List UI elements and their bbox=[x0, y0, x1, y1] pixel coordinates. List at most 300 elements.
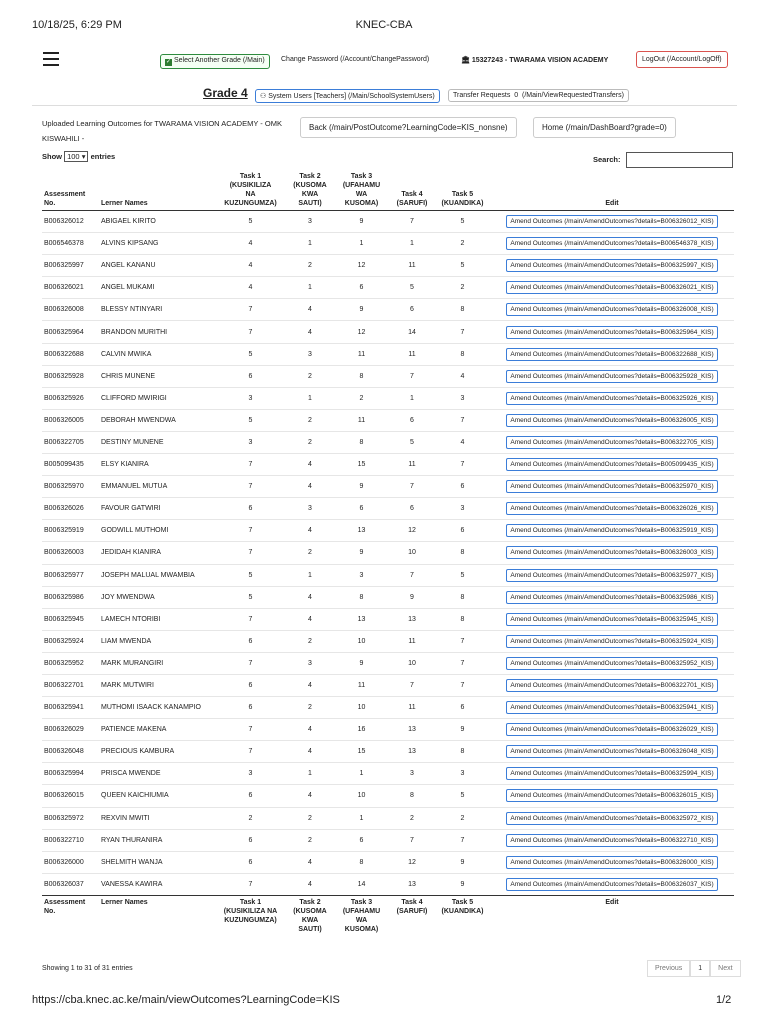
panel-description: Uploaded Learning Outcomes for TWARAMA VISION ACADEMY - OMK KISWAHILI - bbox=[42, 119, 282, 143]
change-password-link[interactable]: Change Password (/Account/ChangePassword) bbox=[281, 56, 430, 63]
task-4-score: 12 bbox=[389, 520, 435, 542]
amend-outcomes-button[interactable]: Amend Outcomes (/main/AmendOutcomes?details=B006325945_KIS) bbox=[506, 613, 717, 626]
learner-name: BRANDON MURITHI bbox=[99, 321, 215, 343]
edit-cell bbox=[490, 608, 734, 630]
select-grade-button[interactable] bbox=[160, 54, 270, 69]
amend-outcomes-button[interactable]: Amend Outcomes (/main/AmendOutcomes?details=B006325919_KIS) bbox=[506, 524, 717, 537]
assessment-no: B006322688 bbox=[42, 343, 99, 365]
task-3-score: 6 bbox=[334, 829, 389, 851]
school-name: 15327243 - TWARAMA VISION ACADEMY bbox=[471, 57, 609, 64]
learner-name: EMMANUEL MUTUA bbox=[99, 476, 215, 498]
learner-name: LIAM MWENDA bbox=[99, 630, 215, 652]
edit-cell bbox=[490, 476, 734, 498]
amend-outcomes-button[interactable]: Amend Outcomes (/main/AmendOutcomes?details=B006322710_KIS) bbox=[506, 834, 717, 847]
learner-name: ANGEL MUKAMI bbox=[99, 277, 215, 299]
learner-name: ANGEL KANANU bbox=[99, 255, 215, 277]
header-learner-names[interactable]: Lerner Names bbox=[99, 170, 215, 211]
task-3-score: 3 bbox=[334, 564, 389, 586]
amend-outcomes-button[interactable]: Amend Outcomes (/main/AmendOutcomes?details=B006326048_KIS) bbox=[506, 745, 717, 758]
task-1-score: 6 bbox=[215, 674, 286, 696]
task-5-score: 6 bbox=[435, 520, 490, 542]
task-4-score: 9 bbox=[389, 586, 435, 608]
amend-outcomes-button[interactable]: Amend Outcomes (/main/AmendOutcomes?details=B006325926_KIS) bbox=[506, 392, 717, 405]
learner-name: SHELMITH WANJA bbox=[99, 851, 215, 873]
task-5-score: 8 bbox=[435, 586, 490, 608]
task-5-score: 7 bbox=[435, 409, 490, 431]
task-1-score: 4 bbox=[215, 233, 286, 255]
task-5-score: 9 bbox=[435, 851, 490, 873]
learner-name: VANESSA KAWIRA bbox=[99, 873, 215, 895]
task-5-score: 6 bbox=[435, 697, 490, 719]
edit-cell bbox=[490, 454, 734, 476]
task-2-score: 2 bbox=[286, 431, 334, 453]
assessment-no: B006325952 bbox=[42, 652, 99, 674]
assessment-no: B006322710 bbox=[42, 829, 99, 851]
task-4-score: 14 bbox=[389, 321, 435, 343]
task-5-score: 5 bbox=[435, 564, 490, 586]
task-2-score: 3 bbox=[308, 218, 312, 226]
footer-task-3: Task 3 (UFAHAMU WA KUSOMA) bbox=[334, 895, 389, 936]
assessment-no: B006325924 bbox=[42, 630, 99, 652]
entries-label: entries bbox=[90, 152, 116, 161]
edit-cell bbox=[490, 299, 734, 321]
task-5-score: 5 bbox=[435, 785, 490, 807]
amend-outcomes-button[interactable]: Amend Outcomes (/main/AmendOutcomes?details=B005099435_KIS) bbox=[506, 458, 717, 471]
task-1-score: 5 bbox=[215, 343, 286, 365]
home-button[interactable]: Home (/main/DashBoard?grade=0) bbox=[533, 117, 676, 138]
transfer-requests-button[interactable] bbox=[448, 89, 629, 102]
table-row bbox=[42, 299, 734, 321]
learner-name: JOY MWENDWA bbox=[99, 586, 215, 608]
amend-outcomes-button[interactable]: Amend Outcomes (/main/AmendOutcomes?details=B006326005_KIS) bbox=[506, 414, 717, 427]
task-5-score: 7 bbox=[435, 652, 490, 674]
task-3-score: 8 bbox=[334, 586, 389, 608]
pagination bbox=[647, 960, 741, 977]
add-user-icon: ⚇ bbox=[260, 93, 267, 100]
task-4-score: 7 bbox=[389, 476, 435, 498]
task-2-score: 4 bbox=[286, 674, 334, 696]
edit-cell bbox=[490, 674, 734, 696]
table-row bbox=[42, 365, 734, 387]
task-1-score: 3 bbox=[215, 763, 286, 785]
header-task-3[interactable]: Task 3 (UFAHAMU WA KUSOMA) bbox=[334, 170, 389, 211]
task-4-score: 7 bbox=[389, 365, 435, 387]
amend-outcomes-button[interactable]: Amend Outcomes (/main/AmendOutcomes?details=B006325928_KIS) bbox=[506, 370, 717, 383]
task-1-score: 6 bbox=[215, 829, 286, 851]
assessment-no: B005099435 bbox=[42, 454, 99, 476]
task-5-score: 2 bbox=[435, 807, 490, 829]
assessment-no: B006326003 bbox=[42, 542, 99, 564]
task-4-score: 13 bbox=[389, 741, 435, 763]
learner-name: PRISCA MWENDE bbox=[99, 763, 215, 785]
table-row bbox=[42, 520, 734, 542]
assessment-no: B006326008 bbox=[42, 299, 99, 321]
entries-value: 100 bbox=[67, 152, 80, 161]
amend-outcomes-button[interactable]: Amend Outcomes (/main/AmendOutcomes?details=B006322705_KIS) bbox=[506, 436, 717, 449]
task-2-score: 4 bbox=[286, 476, 334, 498]
edit-cell bbox=[490, 343, 734, 365]
amend-outcomes-button[interactable]: Amend Outcomes (/main/AmendOutcomes?details=B006325952_KIS) bbox=[506, 657, 717, 670]
learner-name: MARK MURANGIRI bbox=[99, 652, 215, 674]
task-4-score: 3 bbox=[389, 763, 435, 785]
task-5-score: 7 bbox=[435, 321, 490, 343]
entries-select[interactable] bbox=[64, 151, 88, 162]
amend-outcomes-button[interactable]: Amend Outcomes (/main/AmendOutcomes?details=B006322688_KIS) bbox=[506, 348, 717, 361]
task-3-score: 1 bbox=[334, 763, 389, 785]
task-5-score: 7 bbox=[435, 454, 490, 476]
print-title: KNEC-CBA bbox=[355, 19, 413, 31]
edit-cell bbox=[490, 807, 734, 829]
assessment-no: B006326012 bbox=[44, 218, 84, 226]
task-3-score: 8 bbox=[334, 431, 389, 453]
task-2-score: 2 bbox=[286, 630, 334, 652]
assessment-no: B006326048 bbox=[42, 741, 99, 763]
learner-name: JEDIDAH KIANIRA bbox=[99, 542, 215, 564]
learner-name: PATIENCE MAKENA bbox=[99, 719, 215, 741]
task-3-score: 1 bbox=[334, 807, 389, 829]
table-row bbox=[42, 277, 734, 299]
task-4-score: 2 bbox=[389, 807, 435, 829]
print-url: https://cba.knec.ac.ke/main/viewOutcomes?LearningCode=KIS bbox=[32, 994, 340, 1006]
edit-cell bbox=[490, 829, 734, 851]
page-1-button[interactable]: 1 bbox=[690, 960, 710, 977]
footer-task-5: Task 5 (KUANDIKA) bbox=[435, 895, 490, 936]
task-5-score: 8 bbox=[435, 542, 490, 564]
school-link[interactable] bbox=[461, 56, 608, 64]
task-4-score: 7 bbox=[410, 218, 414, 226]
task-1-score: 7 bbox=[215, 299, 286, 321]
assessment-no: B006325994 bbox=[42, 763, 99, 785]
assessment-no: B006325964 bbox=[42, 321, 99, 343]
task-2-score: 4 bbox=[286, 741, 334, 763]
task-2-score: 4 bbox=[286, 608, 334, 630]
task-1-score: 5 bbox=[215, 409, 286, 431]
task-3-score: 13 bbox=[334, 608, 389, 630]
task-3-score: 15 bbox=[334, 741, 389, 763]
transfer-link: (/Main/ViewRequestedTransfers) bbox=[522, 92, 624, 99]
task-1-score: 7 bbox=[215, 652, 286, 674]
task-4-score: 6 bbox=[389, 409, 435, 431]
table-header-row bbox=[42, 170, 734, 211]
previous-button[interactable]: Previous bbox=[647, 960, 690, 977]
table-info: Showing 1 to 31 of 31 entries bbox=[42, 965, 133, 972]
task-5-score: 2 bbox=[435, 277, 490, 299]
task-4-score: 12 bbox=[389, 851, 435, 873]
assessment-no: B006325972 bbox=[42, 807, 99, 829]
table-row bbox=[42, 763, 734, 785]
task-3-score: 12 bbox=[334, 321, 389, 343]
edit-cell bbox=[490, 785, 734, 807]
task-1-score: 7 bbox=[215, 542, 286, 564]
table-row bbox=[42, 211, 734, 233]
task-1-score: 6 bbox=[215, 630, 286, 652]
header-task-5[interactable]: Task 5 (KUANDIKA) bbox=[435, 170, 490, 211]
edit-cell bbox=[490, 630, 734, 652]
task-4-score: 11 bbox=[389, 697, 435, 719]
task-1-score: 7 bbox=[215, 454, 286, 476]
task-5-score: 8 bbox=[435, 299, 490, 321]
table-row bbox=[42, 476, 734, 498]
task-3-score: 2 bbox=[334, 387, 389, 409]
task-2-score: 1 bbox=[286, 233, 334, 255]
table-row bbox=[42, 741, 734, 763]
assessment-no: B006325970 bbox=[42, 476, 99, 498]
table-row bbox=[42, 321, 734, 343]
task-3-score: 6 bbox=[334, 498, 389, 520]
task-2-score: 4 bbox=[286, 586, 334, 608]
learner-name: MUTHOMI ISAACK KANAMPIO bbox=[99, 697, 215, 719]
task-4-score: 5 bbox=[389, 431, 435, 453]
assessment-no: B006322701 bbox=[42, 674, 99, 696]
task-4-score: 7 bbox=[389, 829, 435, 851]
task-5-score: 7 bbox=[435, 630, 490, 652]
task-4-score: 5 bbox=[389, 277, 435, 299]
table-row bbox=[42, 829, 734, 851]
edit-cell bbox=[490, 387, 734, 409]
table-row bbox=[42, 608, 734, 630]
system-users-label: System Users [Teachers] (/Main/SchoolSystemUsers) bbox=[268, 93, 435, 100]
task-2-score: 4 bbox=[286, 785, 334, 807]
amend-outcomes-button[interactable]: Amend Outcomes (/main/AmendOutcomes?details=B006326003_KIS) bbox=[506, 546, 717, 559]
outcomes-table bbox=[42, 170, 734, 936]
task-2-score: 1 bbox=[286, 763, 334, 785]
table-footer-row bbox=[42, 895, 734, 936]
learner-name: CHRIS MUNENE bbox=[99, 365, 215, 387]
task-3-score: 9 bbox=[359, 218, 364, 226]
show-entries bbox=[42, 152, 115, 161]
task-1-score: 6 bbox=[215, 851, 286, 873]
edit-cell bbox=[490, 851, 734, 873]
edit-cell bbox=[490, 211, 734, 233]
amend-outcomes-button[interactable]: Amend Outcomes (/main/AmendOutcomes?details=B006325994_KIS) bbox=[506, 767, 717, 780]
task-5-score: 7 bbox=[435, 829, 490, 851]
system-users-button[interactable] bbox=[255, 89, 440, 103]
amend-outcomes-button[interactable]: Amend Outcomes (/main/AmendOutcomes?details=B006546378_KIS) bbox=[506, 237, 717, 250]
edit-cell bbox=[490, 498, 734, 520]
amend-outcomes-button[interactable]: Amend Outcomes (/main/AmendOutcomes?details=B006325986_KIS) bbox=[506, 591, 717, 604]
table-row bbox=[42, 387, 734, 409]
task-1-score: 7 bbox=[215, 873, 286, 895]
amend-outcomes-button[interactable]: Amend Outcomes (/main/AmendOutcomes?details=B006325970_KIS) bbox=[506, 480, 717, 493]
footer-task-1: Task 1 (KUSIKILIZA NA KUZUNGUMZA) bbox=[215, 895, 286, 936]
task-5-score: 8 bbox=[435, 343, 490, 365]
table-row bbox=[42, 630, 734, 652]
task-1-score: 3 bbox=[215, 431, 286, 453]
task-3-score: 1 bbox=[334, 233, 389, 255]
assessment-no: B006325986 bbox=[42, 586, 99, 608]
assessment-no: B006326037 bbox=[42, 873, 99, 895]
task-4-score: 11 bbox=[389, 630, 435, 652]
amend-outcomes-button[interactable]: Amend Outcomes (/main/AmendOutcomes?details=B006325972_KIS) bbox=[506, 812, 717, 825]
edit-cell bbox=[490, 873, 734, 895]
edit-cell bbox=[490, 719, 734, 741]
panel-divider bbox=[32, 105, 737, 106]
amend-outcomes-button[interactable]: Amend Outcomes (/main/AmendOutcomes?details=B006326008_KIS) bbox=[506, 303, 717, 316]
task-1-score: 7 bbox=[215, 741, 286, 763]
task-4-score: 10 bbox=[389, 652, 435, 674]
assessment-no: B006325941 bbox=[42, 697, 99, 719]
edit-cell bbox=[490, 365, 734, 387]
amend-outcomes-button[interactable]: Amend Outcomes (/main/AmendOutcomes?details=B006326021_KIS) bbox=[506, 281, 717, 294]
header-task-2[interactable]: Task 2 (KUSOMA KWA SAUTI) bbox=[286, 170, 334, 211]
learner-name: MARK MUTWIRI bbox=[99, 674, 215, 696]
amend-outcomes-button[interactable]: Amend Outcomes (/main/AmendOutcomes?details=B006326037_KIS) bbox=[506, 878, 717, 891]
task-4-score: 11 bbox=[389, 454, 435, 476]
task-2-score: 1 bbox=[286, 277, 334, 299]
task-3-score: 14 bbox=[334, 873, 389, 895]
edit-cell bbox=[490, 277, 734, 299]
task-3-score: 15 bbox=[334, 454, 389, 476]
task-5-score: 2 bbox=[435, 233, 490, 255]
task-5-score: 9 bbox=[435, 719, 490, 741]
table-body bbox=[42, 211, 734, 896]
task-5-score: 4 bbox=[435, 431, 490, 453]
transfer-label: Transfer Requests bbox=[453, 92, 511, 99]
task-3-score: 11 bbox=[334, 674, 389, 696]
task-1-score: 7 bbox=[215, 321, 286, 343]
header-task-4[interactable]: Task 4 (SARUFI) bbox=[389, 170, 435, 211]
edit-cell bbox=[490, 586, 734, 608]
assessment-no: B006326005 bbox=[42, 409, 99, 431]
checkbox-icon: ✓ bbox=[165, 59, 172, 65]
amend-outcomes-button[interactable]: Amend Outcomes (/main/AmendOutcomes?details=B006325924_KIS) bbox=[506, 635, 717, 648]
footer-task-4: Task 4 (SARUFI) bbox=[389, 895, 435, 936]
table-row bbox=[42, 542, 734, 564]
task-1-score: 3 bbox=[215, 387, 286, 409]
search-label: Search: bbox=[593, 155, 621, 164]
footer-learner-names: Lerner Names bbox=[99, 895, 215, 936]
edit-cell bbox=[490, 652, 734, 674]
learner-name: CALVIN MWIKA bbox=[99, 343, 215, 365]
learner-name: PRECIOUS KAMBURA bbox=[99, 741, 215, 763]
school-icon: 🏛 bbox=[461, 57, 470, 64]
task-3-score: 11 bbox=[334, 343, 389, 365]
amend-outcomes-button[interactable]: Amend Outcomes (/main/AmendOutcomes?details=B006325997_KIS) bbox=[506, 259, 717, 272]
edit-cell bbox=[490, 763, 734, 785]
learner-name: BLESSY NTINYARI bbox=[99, 299, 215, 321]
header-edit[interactable]: Edit bbox=[490, 170, 734, 211]
learner-name: LAMECH NTORIBI bbox=[99, 608, 215, 630]
amend-outcomes-button[interactable]: Amend Outcomes (/main/AmendOutcomes?details=B006325941_KIS) bbox=[506, 701, 717, 714]
task-5-score: 6 bbox=[435, 476, 490, 498]
task-2-score: 2 bbox=[286, 365, 334, 387]
task-3-score: 10 bbox=[334, 630, 389, 652]
header-task-1[interactable]: Task 1 (KUSIKILIZA NA KUZUNGUMZA) bbox=[215, 170, 286, 211]
assessment-no: B006325945 bbox=[42, 608, 99, 630]
task-2-score: 1 bbox=[286, 564, 334, 586]
task-5-score: 5 bbox=[435, 255, 490, 277]
edit-cell bbox=[490, 741, 734, 763]
task-4-score: 8 bbox=[389, 785, 435, 807]
amend-outcomes-button[interactable]: Amend Outcomes (/main/AmendOutcomes?details=B006325977_KIS) bbox=[506, 569, 717, 582]
learner-name: ABIGAEL KIRITO bbox=[101, 218, 156, 226]
task-4-score: 13 bbox=[389, 873, 435, 895]
table-row bbox=[42, 873, 734, 895]
task-4-score: 13 bbox=[389, 608, 435, 630]
table-row bbox=[42, 454, 734, 476]
task-2-score: 3 bbox=[286, 498, 334, 520]
task-3-score: 13 bbox=[334, 520, 389, 542]
table-row bbox=[42, 498, 734, 520]
back-button[interactable]: Back (/main/PostOutcome?LearningCode=KIS_nonsne) bbox=[300, 117, 517, 138]
footer-assessment-no: Assessment No. bbox=[42, 895, 99, 936]
edit-cell bbox=[490, 255, 734, 277]
task-2-score: 4 bbox=[286, 851, 334, 873]
table-row bbox=[42, 255, 734, 277]
learner-name: QUEEN KAICHIUMIA bbox=[99, 785, 215, 807]
print-date: 10/18/25, 6:29 PM bbox=[32, 19, 122, 31]
amend-outcomes-button[interactable]: Amend Outcomes (/main/AmendOutcomes?details=B006326029_KIS) bbox=[506, 723, 717, 736]
search-input[interactable] bbox=[626, 152, 733, 168]
table-row bbox=[42, 785, 734, 807]
edit-cell bbox=[490, 233, 734, 255]
task-2-score: 4 bbox=[286, 321, 334, 343]
task-4-score: 10 bbox=[389, 542, 435, 564]
table-row bbox=[42, 674, 734, 696]
amend-outcomes-button[interactable]: Amend Outcomes (/main/AmendOutcomes?details=B006325964_KIS) bbox=[506, 326, 717, 339]
task-4-score: 13 bbox=[389, 719, 435, 741]
learner-name: FAVOUR GATWIRI bbox=[99, 498, 215, 520]
task-4-score: 11 bbox=[389, 343, 435, 365]
task-2-score: 2 bbox=[286, 697, 334, 719]
table-row bbox=[42, 564, 734, 586]
logout-button[interactable]: LogOut (/Account/LogOff) bbox=[636, 51, 728, 68]
task-1-score: 7 bbox=[215, 476, 286, 498]
learner-name: GODWILL MUTHOMI bbox=[99, 520, 215, 542]
footer-edit: Edit bbox=[490, 895, 734, 936]
task-1-score: 7 bbox=[215, 719, 286, 741]
learner-name: CLIFFORD MWIRIGI bbox=[99, 387, 215, 409]
task-5-score: 3 bbox=[435, 387, 490, 409]
amend-outcomes-button[interactable]: Amend Outcomes (/main/AmendOutcomes?details=B006326026_KIS) bbox=[506, 502, 717, 515]
learner-name: JOSEPH MALUAL MWAMBIA bbox=[99, 564, 215, 586]
amend-outcomes-button[interactable]: Amend Outcomes (/main/AmendOutcomes?details=B006326012_KIS) bbox=[506, 215, 717, 228]
amend-outcomes-button[interactable]: Amend Outcomes (/main/AmendOutcomes?details=B006326015_KIS) bbox=[506, 789, 717, 802]
table-row bbox=[42, 233, 734, 255]
task-2-score: 4 bbox=[286, 719, 334, 741]
header-assessment-no[interactable]: Assessment No. bbox=[42, 170, 99, 211]
amend-outcomes-button[interactable]: Amend Outcomes (/main/AmendOutcomes?details=B006322701_KIS) bbox=[506, 679, 717, 692]
amend-outcomes-button[interactable]: Amend Outcomes (/main/AmendOutcomes?details=B006326000_KIS) bbox=[506, 856, 717, 869]
hamburger-menu-icon[interactable] bbox=[43, 52, 59, 70]
print-page-number: 1/2 bbox=[716, 994, 732, 1006]
task-2-score: 4 bbox=[286, 299, 334, 321]
task-3-score: 8 bbox=[334, 365, 389, 387]
assessment-no: B006326029 bbox=[42, 719, 99, 741]
show-label: Show bbox=[42, 152, 62, 161]
footer-task-2: Task 2 (KUSOMA KWA SAUTI) bbox=[286, 895, 334, 936]
task-5-score: 4 bbox=[435, 365, 490, 387]
task-5-score: 3 bbox=[435, 763, 490, 785]
task-3-score: 9 bbox=[334, 542, 389, 564]
task-4-score: 1 bbox=[389, 233, 435, 255]
assessment-no: B006325926 bbox=[42, 387, 99, 409]
edit-cell bbox=[490, 520, 734, 542]
transfer-count: 0 bbox=[514, 92, 519, 99]
task-3-score: 9 bbox=[334, 299, 389, 321]
learner-name: DESTINY MUNENE bbox=[99, 431, 215, 453]
task-2-score: 2 bbox=[286, 255, 334, 277]
assessment-no: B006326021 bbox=[42, 277, 99, 299]
assessment-no: B006325997 bbox=[42, 255, 99, 277]
assessment-no: B006325977 bbox=[42, 564, 99, 586]
assessment-no: B006326026 bbox=[42, 498, 99, 520]
task-1-score: 5 bbox=[215, 564, 286, 586]
task-1-score: 4 bbox=[215, 255, 286, 277]
edit-cell bbox=[490, 697, 734, 719]
task-3-score: 8 bbox=[334, 851, 389, 873]
next-button[interactable]: Next bbox=[710, 960, 740, 977]
